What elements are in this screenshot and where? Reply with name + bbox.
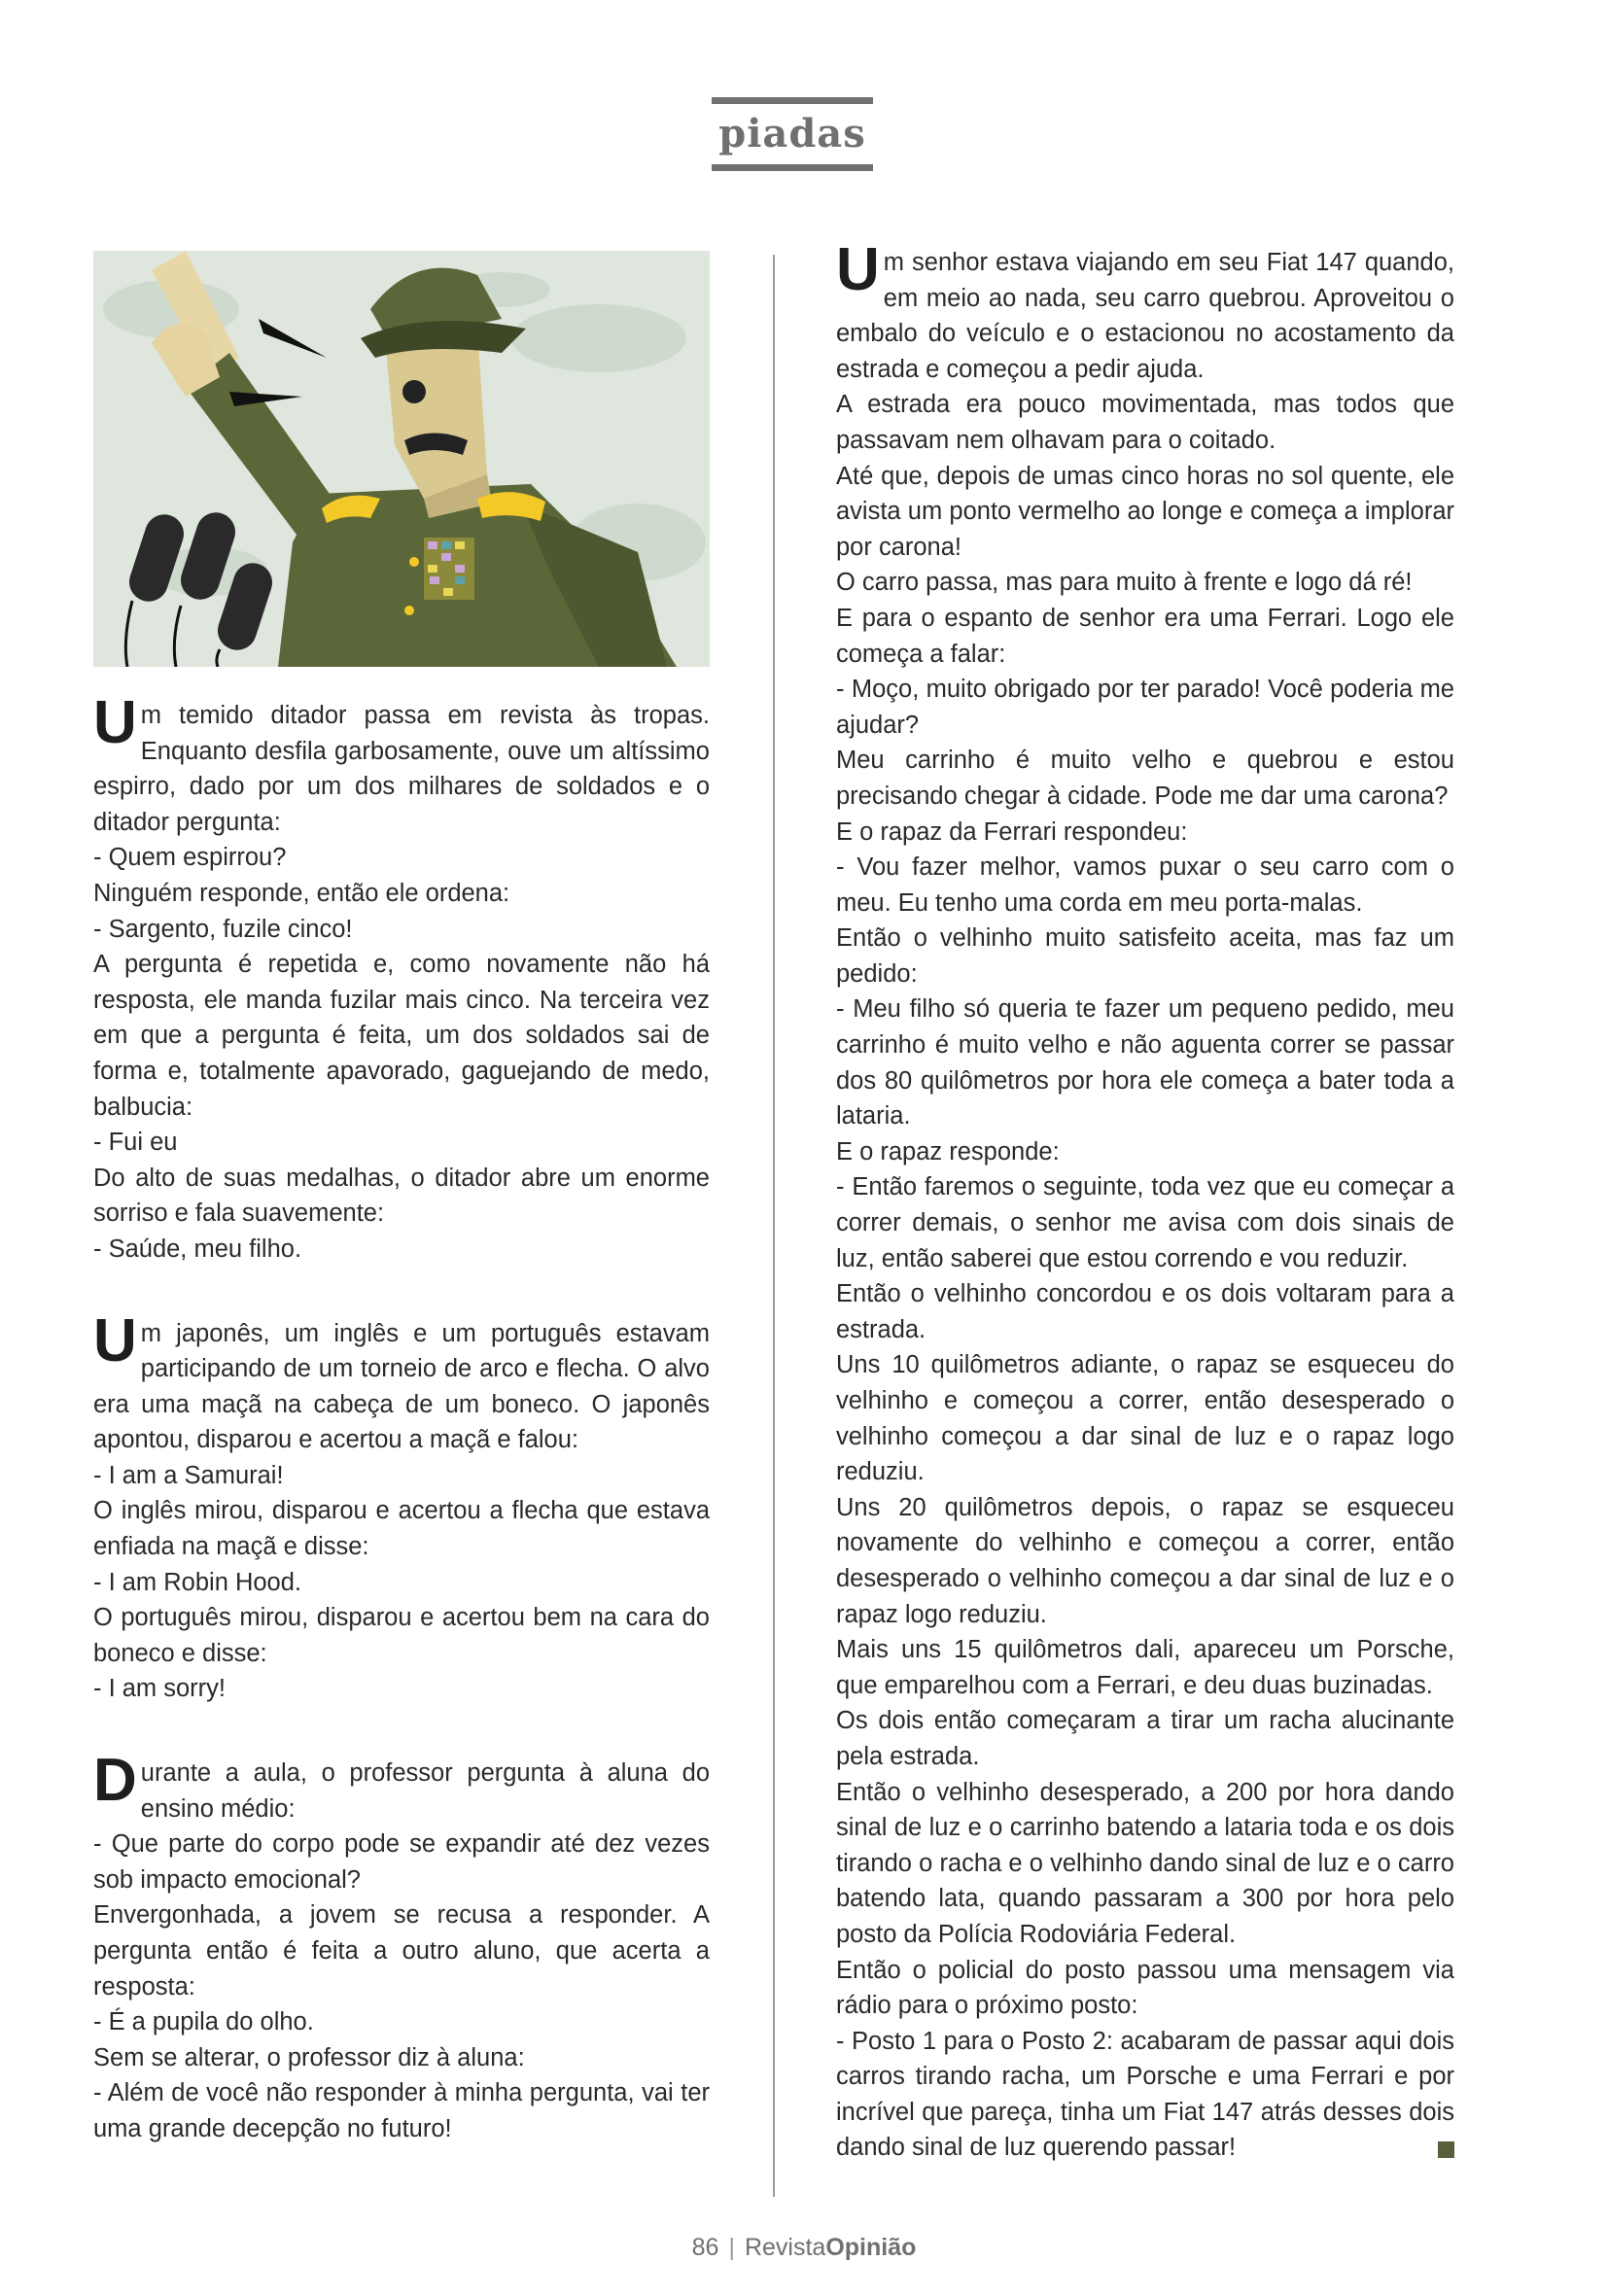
joke-line: Meu carrinho é muito velho e quebrou e estou precisando chegar à cidade. Pode me dar uma carona? — [836, 747, 1454, 810]
joke-line: - Então faremos o seguinte, toda vez que eu começar a correr demais, o senhor me avisa com dois sinais de luz, então saberei que estou correndo e vou reduzir. — [836, 1173, 1454, 1272]
joke-line: urante a aula, o professor pergunta à aluna do ensino médio: — [140, 1759, 710, 1823]
drop-cap: U — [93, 689, 137, 756]
joke-line: - I am Robin Hood. — [93, 1568, 302, 1596]
drop-cap: D — [93, 1747, 137, 1815]
joke-line: O português mirou, disparou e acertou bem na cara do boneco e disse: — [93, 1604, 710, 1667]
joke-line: Então o velhinho muito satisfeito aceita, mas faz um pedido: — [836, 924, 1454, 988]
joke-line: E para o espanto de senhor era uma Ferrari. Logo ele começa a falar: — [836, 604, 1454, 668]
joke-line: A pergunta é repetida e, como novamente não há resposta, ele manda fuzilar mais cinco. Na terceira vez em que a pergunta é feita, um dos soldados sai de forma e, totalmente apavorado, gaguejando de medo, balbucia: — [93, 951, 710, 1121]
joke-line: Mais uns 15 quilômetros dali, apareceu um Porsche, que emparelhou com a Ferrari, e deu duas buzinadas. — [836, 1636, 1454, 1699]
joke-line: m japonês, um inglês e um português estavam participando de um torneio de arco e flecha. O alvo era uma maçã na cabeça de um boneco. O japonês apontou, disparou e acertou a maçã e falou: — [93, 1319, 710, 1454]
joke-line: E o rapaz da Ferrari respondeu: — [836, 818, 1188, 846]
joke-line-last — [836, 2024, 1454, 2166]
right-column — [836, 236, 1454, 2214]
joke-line: - I am a Samurai! — [93, 1461, 284, 1489]
joke-line: E o rapaz responde: — [836, 1137, 1060, 1165]
joke-line: Então o velhinho desesperado, a 200 por hora dando sinal de luz e o carrinho batendo a lataria toda e os dois tirando o racha e o velhinho dando sinal de luz e o carro batendo lata, quando passaram a 300 por hora pelo posto da Polícia Rodoviária Federal. — [836, 1778, 1454, 1948]
joke-line: - Meu filho só queria te fazer um pequeno pedido, meu carrinho é muito velho e não aguenta correr se passar dos 80 quilômetros por hora ele começa a bater toda a lataria. — [836, 995, 1454, 1131]
joke-line: Então o velhinho concordou e os dois voltaram para a estrada. — [836, 1280, 1454, 1343]
joke-line: Do alto de suas medalhas, o ditador abre um enorme sorriso e fala suavemente: — [93, 1164, 710, 1228]
joke-line: - Além de você não responder à minha pergunta, vai ter uma grande decepção no futuro! — [93, 2079, 710, 2142]
joke-line: - Sargento, fuzile cinco! — [93, 915, 353, 943]
brand-light: Revista — [744, 2234, 826, 2261]
joke-line: Ninguém responde, então ele ordena: — [93, 879, 510, 907]
joke-line: Uns 20 quilômetros depois, o rapaz se esqueceu novamente do velhinho e começou a correr, então desesperado o velhinho começou a dar sinal de luz e o rapaz logo reduziu. — [836, 1493, 1454, 1628]
joke-line: - Fui eu — [93, 1129, 178, 1157]
joke-line: Uns 10 quilômetros adiante, o rapaz se esqueceu do velhinho e começou a correr, então desesperado o velhinho começou a dar sinal de luz e o rapaz logo reduziu. — [836, 1351, 1454, 1486]
end-of-article-mark — [1438, 2141, 1454, 2158]
joke-archery — [93, 1306, 710, 1708]
joke-line: A estrada era pouco movimentada, mas todos que passavam nem olhavam para o coitado. — [836, 391, 1454, 454]
brand-bold: Opinião — [825, 2234, 917, 2261]
drop-cap: U — [836, 236, 880, 303]
joke-line: - Vou fazer melhor, vamos puxar o seu carro com o meu. Eu tenho uma corda em meu porta-malas. — [836, 853, 1454, 917]
header-top-rule — [712, 97, 873, 104]
joke-line: - É a pupila do olho. — [93, 2008, 314, 2036]
joke-line: O inglês mirou, disparou e acertou a flecha que estava enfiada na maçã e disse: — [93, 1497, 710, 1561]
header-bottom-rule — [712, 164, 873, 171]
joke-line: - I am sorry! — [93, 1675, 227, 1703]
column-divider — [773, 255, 775, 2197]
joke-line: - Que parte do corpo pode se expandir até dez vezes sob impacto emocional? — [93, 1830, 710, 1894]
joke-line: Até que, depois de umas cinco horas no sol quente, ele avista um ponto vermelho ao longe e começa a implorar por carona! — [836, 462, 1454, 561]
joke-line: - Saúde, meu filho. — [93, 1235, 302, 1263]
joke-line: Então o policial do posto passou uma mensagem via rádio para o próximo posto: — [836, 1956, 1454, 2020]
drop-cap: U — [93, 1306, 137, 1374]
dictator-illustration — [93, 251, 710, 667]
section-header — [712, 97, 873, 175]
joke-line: m senhor estava viajando em seu Fiat 147 quando, em meio ao nada, seu carro quebrou. Aproveitou o embalo do veículo e o estacionou no acostamento da estrada e começou a pedir ajuda. — [836, 249, 1454, 383]
joke-pupil — [93, 1747, 710, 2147]
joke-line: Os dois então começaram a tirar um racha alucinante pela estrada. — [836, 1707, 1454, 1770]
joke-line: O carro passa, mas para muito à frente e logo dá ré! — [836, 569, 1413, 597]
page-number: 86 — [691, 2234, 719, 2261]
joke-line: Sem se alterar, o professor diz à aluna: — [93, 2043, 525, 2071]
joke-line: - Posto 1 para o Posto 2: acabaram de passar aqui dois carros tirando racha, um Porsche e uma Ferrari e por incrível que pareça, tinha um Fiat 147 atrás desses dois dando sinal de luz querendo passar! — [836, 2027, 1454, 2162]
footer-separator: | — [728, 2234, 735, 2261]
joke-line: - Quem espirrou? — [93, 844, 287, 872]
page-footer — [0, 2234, 1608, 2262]
section-title: piadas — [718, 111, 866, 157]
joke-line: m temido ditador passa em revista às tropas. Enquanto desfila garbosamente, ouve um altíssimo espirro, dado por um dos milhares de soldados e o ditador pergunta: — [93, 702, 710, 836]
joke-line: Envergonhada, a jovem se recusa a responder. A pergunta então é feita a outro aluno, que acerta a resposta: — [93, 1901, 710, 2000]
joke-line: - Moço, muito obrigado por ter parado! Você poderia me ajudar? — [836, 676, 1454, 739]
left-column — [93, 689, 710, 2196]
joke-fiat — [836, 236, 1454, 2166]
joke-dictator — [93, 689, 710, 1268]
